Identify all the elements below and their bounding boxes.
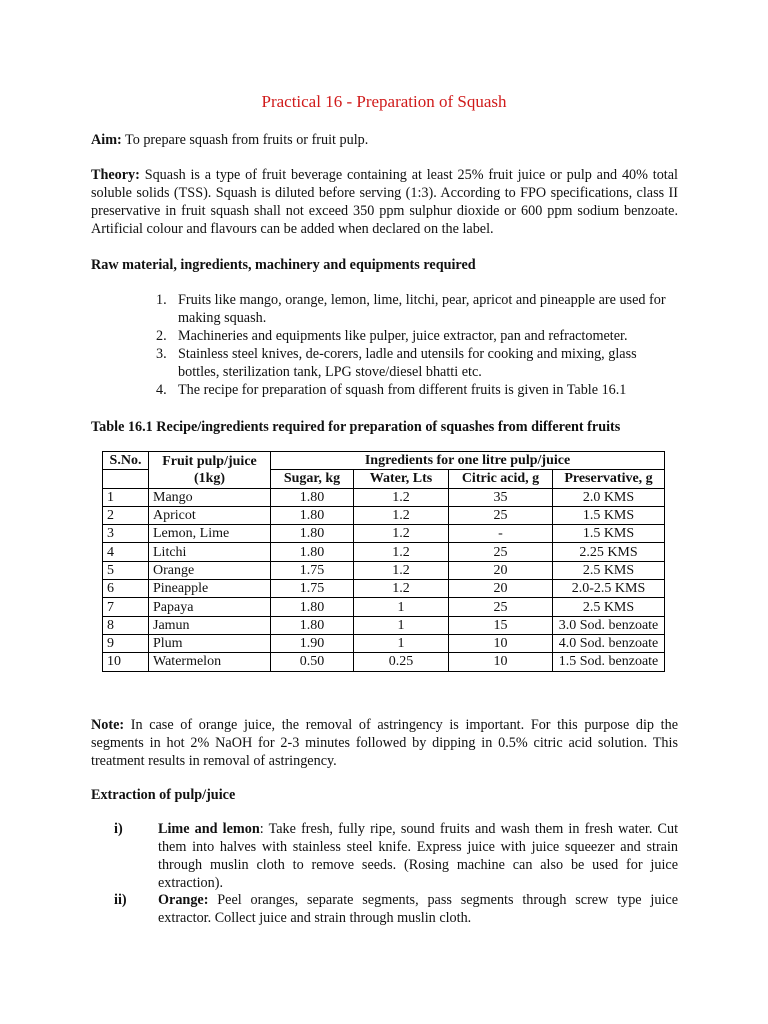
cell-sno: 7	[103, 598, 149, 616]
cell-preservative: 2.5 KMS	[553, 598, 665, 616]
cell-water: 1.2	[354, 561, 449, 579]
note-label: Note:	[91, 717, 125, 733]
extraction-heading: Extraction of pulp/juice	[91, 787, 236, 803]
aim-paragraph	[91, 131, 678, 149]
list-text: Stainless steel knives, de-corers, ladle and utensils for cooking and mixing, glass bottles, sterilization tank, LPG stove/diesel bhatti etc.	[178, 346, 637, 380]
cell-sugar: 1.90	[271, 634, 354, 652]
header-water: Water, Lts	[354, 470, 449, 488]
note-paragraph	[91, 716, 678, 770]
list-item	[156, 327, 678, 345]
table-row	[103, 506, 665, 524]
cell-citric: 20	[449, 561, 553, 579]
recipe-table-body	[103, 488, 665, 671]
cell-citric: -	[449, 525, 553, 543]
table-row	[103, 598, 665, 616]
cell-preservative: 1.5 KMS	[553, 525, 665, 543]
cell-sugar: 1.80	[271, 488, 354, 506]
list-text: Machineries and equipments like pulper, juice extractor, pan and refractometer.	[178, 328, 628, 344]
cell-sugar: 0.50	[271, 653, 354, 671]
header-fruit: Fruit pulp/juice (1kg)	[149, 452, 271, 489]
cell-water: 1.2	[354, 580, 449, 598]
cell-fruit: Papaya	[149, 598, 271, 616]
theory-text: Squash is a type of fruit beverage containing at least 25% fruit juice or pulp and 40% total soluble solids (TSS). Squash is diluted before serving (1:3). According to FPO specifications, class II preservative in fruit squash shall not exceed 350 ppm sulphur dioxide or 600 ppm sodium benzoate. Artificial colour and flavours can be added when declared on the label.	[91, 167, 678, 237]
cell-preservative: 2.0 KMS	[553, 488, 665, 506]
cell-sno: 6	[103, 580, 149, 598]
requirements-list	[156, 291, 678, 399]
cell-citric: 10	[449, 634, 553, 652]
step-number: i)	[114, 821, 123, 837]
cell-sno: 8	[103, 616, 149, 634]
cell-water: 1	[354, 616, 449, 634]
list-number: 3.	[156, 346, 167, 362]
cell-sno: 4	[103, 543, 149, 561]
list-item	[156, 381, 678, 399]
cell-sugar: 1.75	[271, 580, 354, 598]
cell-fruit: Jamun	[149, 616, 271, 634]
aim-label: Aim:	[91, 132, 122, 148]
cell-fruit: Mango	[149, 488, 271, 506]
step-number: ii)	[114, 892, 127, 908]
cell-sno: 2	[103, 506, 149, 524]
header-sugar: Sugar, kg	[271, 470, 354, 488]
cell-fruit: Lemon, Lime	[149, 525, 271, 543]
list-item	[156, 291, 678, 327]
cell-water: 0.25	[354, 653, 449, 671]
cell-fruit: Litchi	[149, 543, 271, 561]
cell-preservative: 1.5 KMS	[553, 506, 665, 524]
cell-water: 1.2	[354, 543, 449, 561]
cell-citric: 35	[449, 488, 553, 506]
cell-citric: 25	[449, 598, 553, 616]
list-number: 4.	[156, 382, 167, 398]
cell-preservative: 2.25 KMS	[553, 543, 665, 561]
table-row	[103, 561, 665, 579]
cell-sno: 1	[103, 488, 149, 506]
cell-preservative: 2.0-2.5 KMS	[553, 580, 665, 598]
cell-fruit: Plum	[149, 634, 271, 652]
table-row	[103, 580, 665, 598]
table-row	[103, 543, 665, 561]
cell-sno: 10	[103, 653, 149, 671]
requirements-heading: Raw material, ingredients, machinery and equipments required	[91, 257, 476, 273]
header-ingredients-group: Ingredients for one litre pulp/juice	[271, 452, 665, 470]
step-label: Orange:	[158, 892, 209, 908]
table-row	[103, 525, 665, 543]
step-text: : Take fresh, fully ripe, sound fruits and wash them in fresh water. Cut them into halves with stainless steel knife. Express juice with juice squeezer and strain through muslin cloth to remove seeds. (Rosing machine can also be used for juice extraction).	[158, 821, 679, 891]
theory-label: Theory:	[91, 167, 140, 183]
cell-water: 1	[354, 634, 449, 652]
list-text: The recipe for preparation of squash from different fruits is given in Table 16.1	[178, 382, 627, 398]
cell-fruit: Orange	[149, 561, 271, 579]
extraction-step	[114, 820, 678, 892]
cell-fruit: Pineapple	[149, 580, 271, 598]
cell-citric: 15	[449, 616, 553, 634]
table-row	[103, 634, 665, 652]
cell-sugar: 1.80	[271, 506, 354, 524]
cell-citric: 25	[449, 506, 553, 524]
header-sno: S.No.	[103, 452, 149, 470]
page-title: Practical 16 - Preparation of Squash	[261, 92, 507, 111]
cell-sugar: 1.75	[271, 561, 354, 579]
cell-preservative: 3.0 Sod. benzoate	[553, 616, 665, 634]
extraction-step	[114, 891, 678, 927]
cell-sugar: 1.80	[271, 598, 354, 616]
header-citric: Citric acid, g	[449, 470, 553, 488]
cell-preservative: 2.5 KMS	[553, 561, 665, 579]
cell-sno: 5	[103, 561, 149, 579]
cell-sugar: 1.80	[271, 543, 354, 561]
cell-sno: 3	[103, 525, 149, 543]
cell-water: 1.2	[354, 525, 449, 543]
aim-text: To prepare squash from fruits or fruit pulp.	[121, 132, 369, 148]
table-row	[103, 653, 665, 671]
cell-sugar: 1.80	[271, 525, 354, 543]
header-preservative: Preservative, g	[553, 470, 665, 488]
table-row	[103, 616, 665, 634]
cell-sugar: 1.80	[271, 616, 354, 634]
cell-water: 1.2	[354, 506, 449, 524]
recipe-table	[102, 451, 665, 672]
cell-citric: 25	[449, 543, 553, 561]
cell-fruit: Apricot	[149, 506, 271, 524]
list-text: Fruits like mango, orange, lemon, lime, litchi, pear, apricot and pineapple are used for making squash.	[178, 292, 666, 326]
step-label: Lime and lemon	[158, 821, 260, 837]
table-caption: Table 16.1 Recipe/ingredients required for preparation of squashes from different fruits	[91, 419, 621, 435]
theory-paragraph	[91, 166, 678, 238]
cell-preservative: 4.0 Sod. benzoate	[553, 634, 665, 652]
cell-preservative: 1.5 Sod. benzoate	[553, 653, 665, 671]
cell-citric: 20	[449, 580, 553, 598]
table-row	[103, 488, 665, 506]
list-number: 1.	[156, 292, 167, 308]
cell-sno: 9	[103, 634, 149, 652]
cell-water: 1	[354, 598, 449, 616]
cell-water: 1.2	[354, 488, 449, 506]
note-text: In case of orange juice, the removal of astringency is important. For this purpose dip the segments in hot 2% NaOH for 2-3 minutes followed by dipping in 0.5% citric acid solution. This treatment results in removal of astringency.	[91, 717, 678, 769]
cell-citric: 10	[449, 653, 553, 671]
list-number: 2.	[156, 328, 167, 344]
step-text: Peel oranges, separate segments, pass segments through screw type juice extractor. Collect juice and strain through muslin cloth.	[158, 892, 678, 926]
cell-fruit: Watermelon	[149, 653, 271, 671]
list-item	[156, 345, 678, 381]
